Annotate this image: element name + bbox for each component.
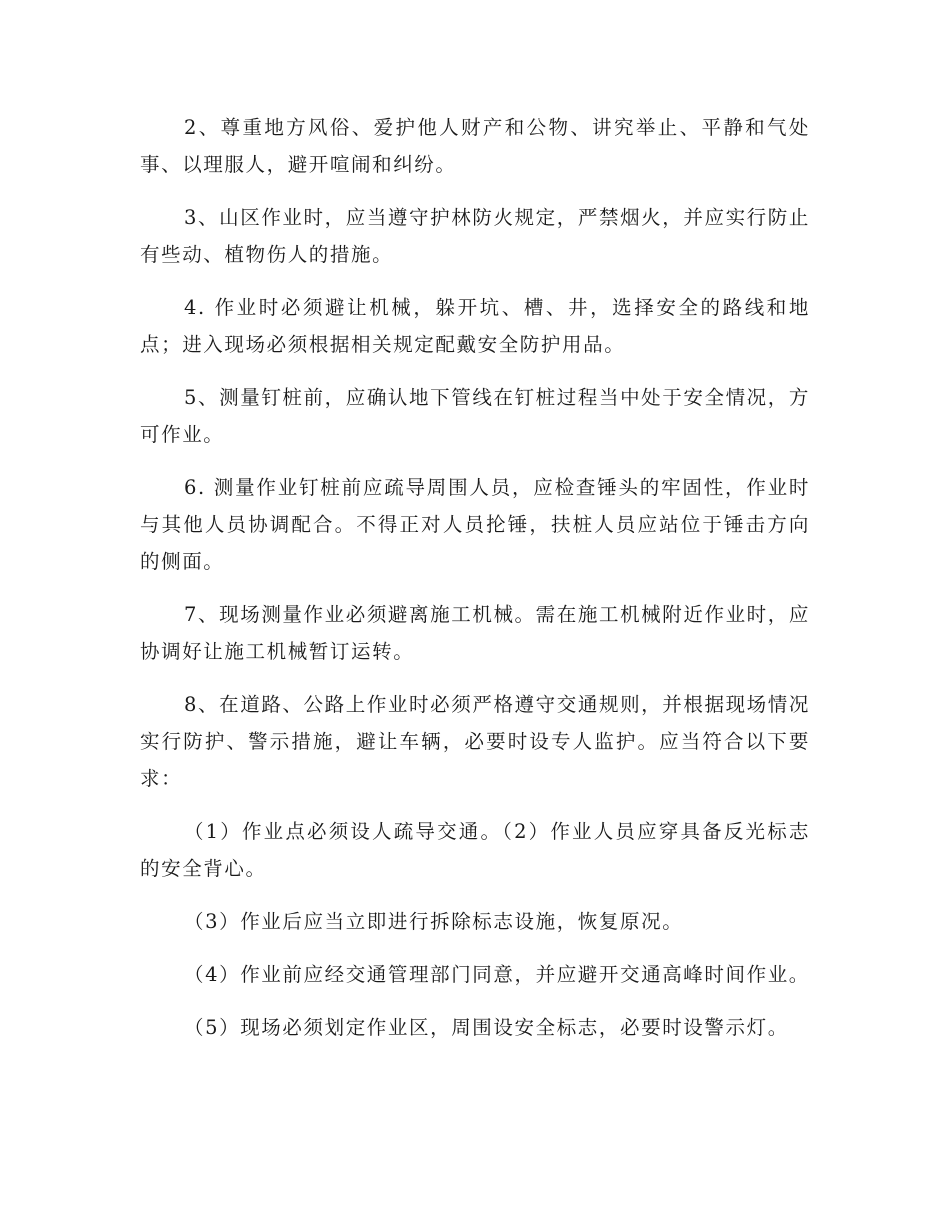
- paragraph-item-5: 5、测量钉桩前，应确认地下管线在钉桩过程当中处于安全情况，方可作业。: [140, 386, 810, 446]
- paragraph-item-4: 4. 作业时必须避让机械，躲开坑、槽、井，选择安全的路线和地点；进入现场必须根据相关规定配戴安全防护用品。: [140, 296, 810, 356]
- paragraph-item-6: 6. 测量作业钉桩前应疏导周围人员，应检查锤头的牢固性，作业时与其他人员协调配合。不得正对人员抡锤，扶桩人员应站位于锤击方向的侧面。: [140, 476, 810, 573]
- document-body: [140, 109, 810, 1062]
- paragraph-item-8: 8、在道路、公路上作业时必须严格遵守交通规则，并根据现场情况实行防护、警示措施，避让车辆，必要时设专人监护。应当符合以下要求：: [140, 693, 810, 790]
- paragraph-item-3: 3、山区作业时，应当遵守护林防火规定，严禁烟火，并应实行防止有些动、植物伤人的措施。: [140, 206, 810, 266]
- paragraph-item-2: 2、尊重地方风俗、爱护他人财产和公物、讲究举止、平静和气处事、以理服人，避开喧闹和纠纷。: [140, 116, 810, 176]
- paragraph-item-7: 7、现场测量作业必须避离施工机械。需在施工机械附近作业时，应协调好让施工机械暂订运转。: [140, 603, 810, 663]
- sub-item-5: （5）现场必须划定作业区，周围设安全标志，必要时设警示灯。: [184, 1016, 789, 1039]
- sub-item-4: （4）作业前应经交通管理部门同意，并应避开交通高峰时间作业。: [184, 963, 810, 986]
- sub-item-1-2: （1）作业点必须设人疏导交通。（2）作业人员应穿具备反光标志的安全背心。: [140, 820, 810, 880]
- sub-item-3: （3）作业后应当立即进行拆除标志设施，恢复原况。: [184, 910, 684, 933]
